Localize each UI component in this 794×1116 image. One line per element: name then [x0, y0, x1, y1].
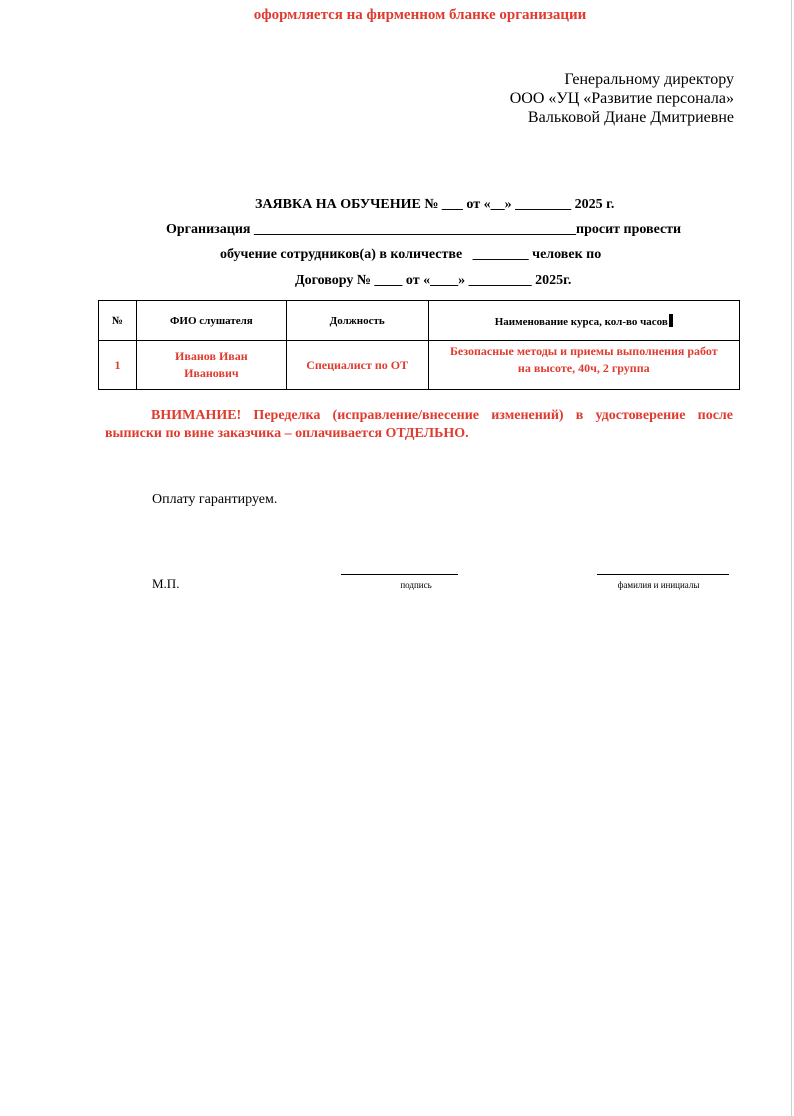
- contract-line: Договору № ____ от «____» _________ 2025г.: [295, 273, 572, 288]
- application-title: ЗАЯВКА НА ОБУЧЕНИЕ № ___ от «__» ________ 2025 г.: [255, 197, 615, 212]
- addressee-position: Генеральному директору: [564, 71, 734, 88]
- warning-text: ВНИМАНИЕ! Переделка (исправление/внесение изменений) в удостоверение после выписки по вине заказчика – оплачивается ОТДЕЛЬНО.: [105, 408, 733, 441]
- organization-line: Организация ______________________________________________просит провести: [166, 222, 682, 237]
- table-header-row: [99, 301, 740, 341]
- payment-guarantee: Оплату гарантируем.: [152, 492, 278, 507]
- page-edge: [791, 0, 792, 1116]
- cell-position: Специалист по ОТ: [286, 341, 428, 390]
- addressee-block: [510, 70, 734, 127]
- name-line: [597, 574, 729, 575]
- addressee-company: ООО «УЦ «Развитие персонала»: [509, 90, 734, 107]
- signature-caption: подпись: [400, 580, 432, 590]
- header-listener-name: ФИО слушателя: [136, 301, 286, 341]
- letterhead-note: оформляется на фирменном бланке организации: [253, 7, 587, 23]
- cell-listener-name: Иванов Иван Иванович: [136, 341, 286, 390]
- cell-number: 1: [99, 341, 137, 390]
- text-cursor: [669, 314, 673, 327]
- employees-count-line: обучение сотрудников(а) в количестве ________ человек по: [220, 247, 602, 262]
- applicants-table: [98, 300, 740, 390]
- header-course: Наименование курса, кол-во часов: [428, 301, 739, 341]
- cell-course: Безопасные методы и приемы выполнения работ на высоте, 40ч, 2 группа: [428, 341, 739, 390]
- stamp-placeholder: М.П.: [152, 576, 180, 591]
- signature-line: [341, 574, 458, 575]
- header-number: №: [99, 301, 137, 341]
- table-row: [99, 341, 740, 390]
- header-position: Должность: [286, 301, 428, 341]
- name-caption: фамилия и инициалы: [617, 580, 700, 590]
- addressee-name: Вальковой Диане Дмитриевне: [527, 109, 734, 126]
